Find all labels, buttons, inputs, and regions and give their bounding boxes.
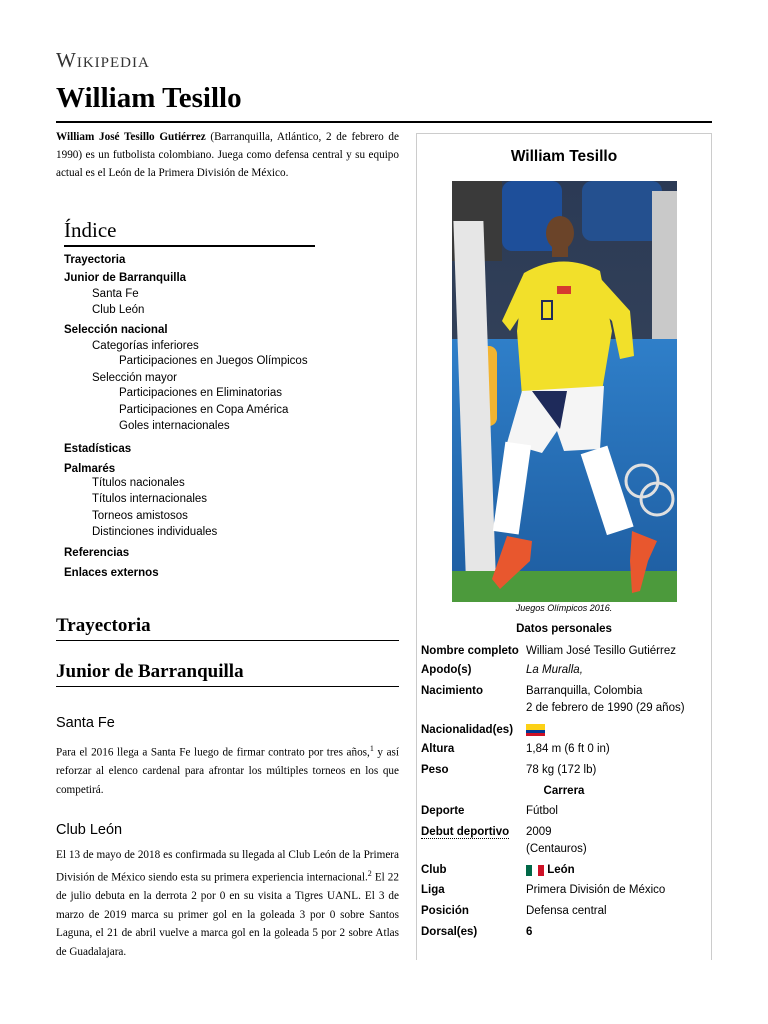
subsection-heading-santa-fe: Santa Fe: [56, 715, 115, 731]
row-value: 78 kg (172 lb): [526, 764, 597, 776]
row-value: La Muralla,: [526, 664, 583, 676]
infobox-title: William Tesillo: [510, 148, 618, 165]
debut-label-text: Debut deportivo: [421, 826, 510, 838]
row-label: Altura: [421, 743, 455, 755]
infobox-section-personal: Datos personales: [516, 623, 612, 635]
row-label: [421, 824, 526, 841]
santa-fe-paragraph: [56, 740, 399, 800]
row-value: [526, 862, 707, 879]
subsection-heading-club-leon: Club León: [56, 822, 123, 838]
club-leon-text: El 13 de mayo de 2018 es confirmada su llegada al Club León de la Primera División de México siendo esta su primera experiencia internacional.: [56, 849, 399, 884]
section-divider: [56, 640, 399, 641]
lead-bold-name: William José Tesillo Gutiérrez: [56, 131, 206, 143]
toc-item[interactable]: Selección mayor: [92, 372, 178, 384]
toc-item[interactable]: Categorías inferiores: [92, 340, 199, 352]
toc-item[interactable]: Selección nacional: [64, 324, 168, 336]
section-divider: [56, 686, 399, 687]
row-label: Posición: [421, 905, 469, 917]
row-value: William José Tesillo Gutiérrez: [526, 645, 676, 657]
toc-item[interactable]: Junior de Barranquilla: [64, 272, 187, 284]
row-value: [526, 683, 707, 717]
page-title: William Tesillo: [56, 82, 242, 114]
section-heading-junior: Junior de Barranquilla: [56, 661, 244, 682]
row-value: [526, 824, 707, 858]
santa-fe-text-cont: y así reforzar al elenco cardenal para afrontar los múltiples torneos en los que competirá.: [56, 746, 399, 796]
row-value[interactable]: Fútbol: [526, 805, 558, 817]
toc-item[interactable]: Torneos amistosos: [92, 510, 188, 522]
toc-item[interactable]: Títulos internacionales: [92, 493, 208, 505]
photo-caption: Juegos Olímpicos 2016.: [515, 603, 613, 613]
row-value: 1,84 m (6 ft 0 in): [526, 743, 610, 755]
toc-item[interactable]: Club León: [92, 304, 145, 316]
toc-item[interactable]: Referencias: [64, 547, 130, 559]
row-value[interactable]: Primera División de México: [526, 884, 666, 896]
reference-link[interactable]: 2: [367, 868, 372, 878]
infobox-section-career: Carrera: [543, 785, 585, 797]
row-value[interactable]: Defensa central: [526, 905, 607, 917]
toc-item[interactable]: Títulos nacionales: [92, 477, 185, 489]
row-label: Nombre completo: [421, 645, 519, 657]
row-label: Club: [421, 864, 447, 876]
club-leon-text-cont: El 22 de julio debuta en la derrota 2 por 0 en su visita a Tigres UANL. El 3 de marzo de 2019 marca su primer gol en la goleada 3 por 0 sobre Santos Laguna, el 21 de abril vuelve a marca gol en la goleada 5 por 2 sobre Atlas de Guadalajara.: [56, 871, 399, 958]
toc-divider: [64, 245, 315, 247]
debut-year: 2009: [526, 826, 552, 838]
toc-item[interactable]: Palmarés: [64, 463, 116, 475]
section-heading-trayectoria: Trayectoria: [56, 615, 151, 636]
toc-item[interactable]: Participaciones en Copa América: [119, 404, 289, 416]
row-label: Apodo(s): [421, 664, 472, 676]
infobox-row-birth: [421, 683, 707, 719]
player-photo[interactable]: [452, 181, 677, 602]
club-leon-paragraph: [56, 846, 399, 961]
lead-paragraph: [56, 128, 399, 182]
toc-item[interactable]: Participaciones en Juegos Olímpicos: [119, 355, 308, 367]
reference-link[interactable]: 1: [369, 744, 374, 753]
toc-item[interactable]: Santa Fe: [92, 288, 139, 300]
row-label: Nacionalidad(es): [421, 724, 514, 736]
row-label: Deporte: [421, 805, 465, 817]
row-label: Liga: [421, 884, 445, 896]
wikipedia-wordmark[interactable]: Wikipedia: [56, 48, 150, 72]
row-value: [526, 722, 707, 739]
lead-text: (Barranquilla, Atlántico, 2 de febrero de 1990) es un futbolista colombiano. Juega como defensa central y su equipo actual es el León de la Primera División de México.: [56, 131, 399, 179]
title-divider: [56, 121, 712, 123]
toc-item[interactable]: Distinciones individuales: [92, 526, 218, 538]
santa-fe-text: Para el 2016 llega a Santa Fe luego de firmar contrato por tres años,: [56, 746, 370, 759]
toc-item[interactable]: Estadísticas: [64, 443, 132, 455]
toc-item[interactable]: Trayectoria: [64, 254, 126, 266]
row-label: Peso: [421, 764, 449, 776]
toc-item[interactable]: Goles internacionales: [119, 420, 230, 432]
toc-item[interactable]: Enlaces externos: [64, 567, 159, 579]
mexico-flag-icon[interactable]: [526, 865, 544, 876]
row-label: Dorsal(es): [421, 926, 478, 938]
birth-date: 2 de febrero de 1990 (29 años): [526, 702, 685, 714]
debut-club-link[interactable]: (Centauros): [526, 843, 587, 855]
colombia-flag-icon[interactable]: [526, 724, 545, 736]
row-value: 6: [526, 926, 533, 938]
row-label: Nacimiento: [421, 685, 483, 697]
club-link[interactable]: León: [547, 864, 575, 876]
birth-place-link[interactable]: Barranquilla, Colombia: [526, 685, 643, 697]
toc-title: Índice: [64, 218, 117, 242]
infobox-row-debut: [421, 824, 707, 860]
toc-item[interactable]: Participaciones en Eliminatorias: [119, 387, 282, 399]
